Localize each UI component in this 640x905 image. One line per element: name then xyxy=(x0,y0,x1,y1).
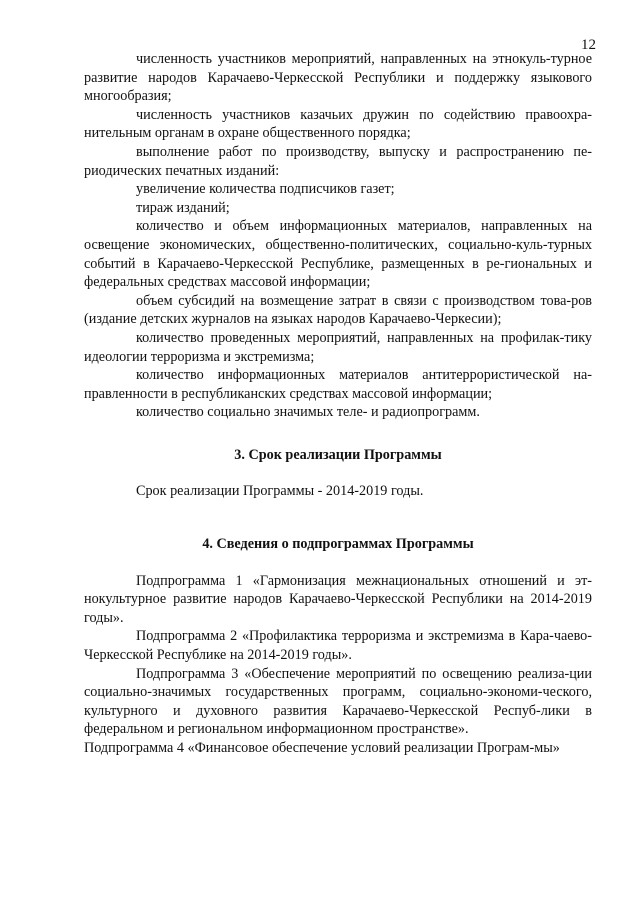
indicator-item: количество информационных материалов антитеррористической на-правленности в республиканских средствах массовой информации; xyxy=(84,367,592,402)
section-3-heading: 3. Срок реализации Программы xyxy=(234,446,442,463)
indicators-list xyxy=(84,50,592,422)
indicator-item: объем субсидий на возмещение затрат в связи с производством това-ров (издание детских журналов на языках народов Карачаево-Черкесии); xyxy=(84,292,592,328)
indicator-item: количество проведенных мероприятий, направленных на профилак-тику идеологии терроризма и экстремизма; xyxy=(84,329,592,365)
subprogram-item: Подпрограмма 3 «Обеспечение мероприятий по освещению реализа-ции социально-значимых государственных программ, социально-экономи-ческого, культурного и духовного развития Карачаево-Черкесской Респуб-лики в федеральном и региональном информационном пространстве». xyxy=(84,665,592,738)
indicator-item: количество и объем информационных материалов, направленных на освещение экономических, общественно-политических, социально-куль-турных событий в Карачаево-Черкесской Республике, размещенных в ре-гиональных и федеральных средствах массовой информации; xyxy=(84,218,592,291)
subprogram-item: Подпрограмма 4 «Финансовое обеспечение условий реализации Програм-мы» xyxy=(84,740,560,756)
indicator-item: увеличение количества подписчиков газет; xyxy=(136,181,395,198)
program-term-text: Срок реализации Программы - 2014-2019 годы. xyxy=(136,483,424,500)
indicator-item: количество социально значимых теле- и радиопрограмм. xyxy=(136,404,480,421)
page-number: 12 xyxy=(581,37,596,53)
indicator-item: тираж изданий; xyxy=(136,199,230,216)
indicator-item: численность участников казачьих дружин по содействию правоохра-нительным органам в охране общественного порядка; xyxy=(84,106,592,142)
subprogram-item: Подпрограмма 2 «Профилактика терроризма и экстремизма в Кара-чаево-Черкесской Республике на 2014-2019 годы». xyxy=(84,628,592,664)
page-content xyxy=(84,50,592,758)
subprograms-list xyxy=(84,572,592,758)
indicator-item: выполнение работ по производству, выпуску и распространению пе-риодических печатных изданий: xyxy=(84,143,592,179)
section-4-heading: 4. Сведения о подпрограммах Программы xyxy=(202,536,474,553)
subprogram-item: Подпрограмма 1 «Гармонизация межнациональных отношений и эт-нокультурное развитие народов Карачаево-Черкесской Республики на 2014-2019 годы». xyxy=(84,572,592,626)
indicator-item: численность участников мероприятий, направленных на этнокуль-турное развитие народов Карачаево-Черкесской Республики и поддержку языкового многообразия; xyxy=(84,51,592,105)
